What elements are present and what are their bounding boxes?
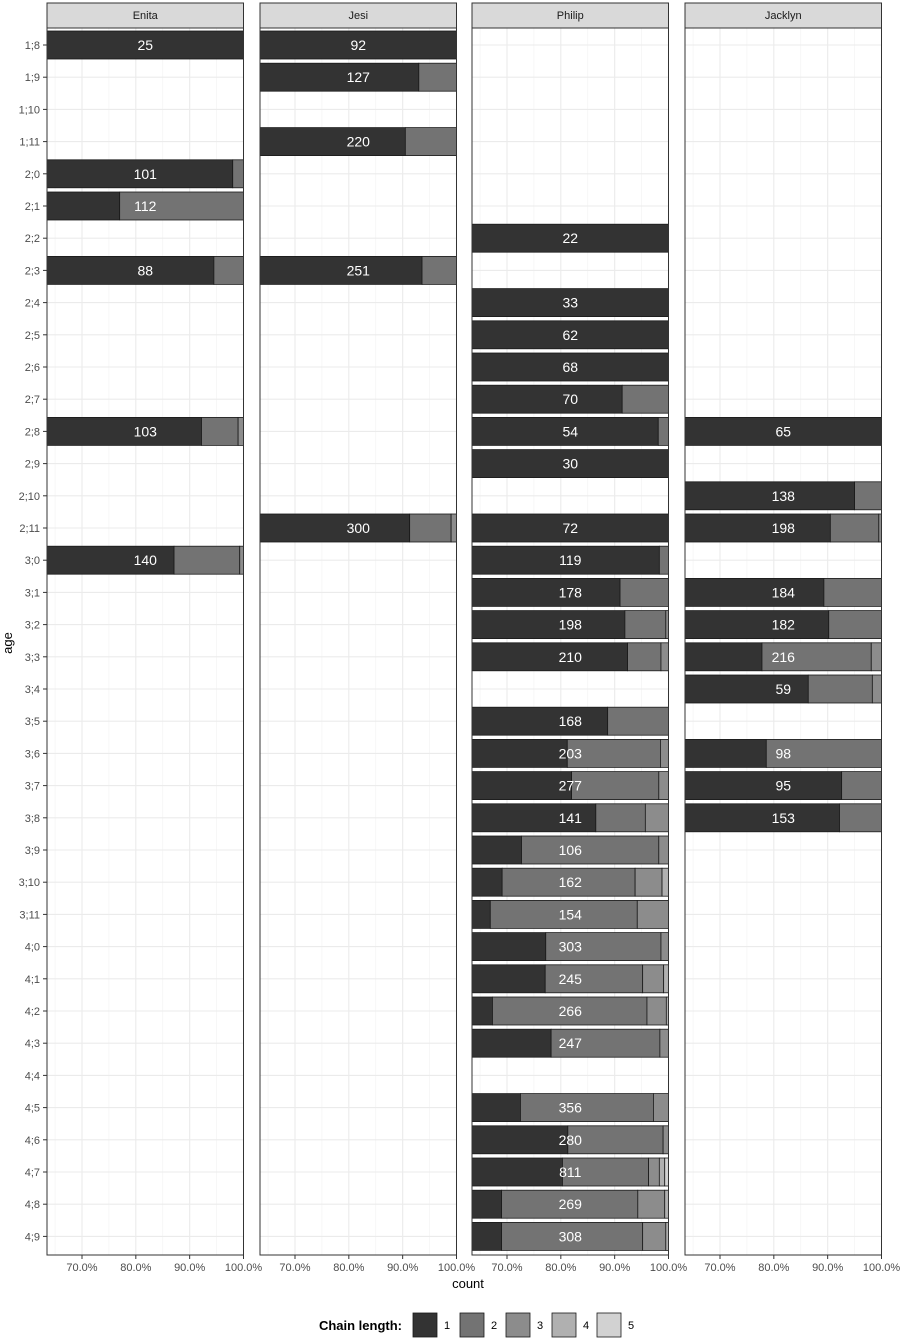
bar-count-label: 168 xyxy=(558,713,582,730)
bar-2-0 xyxy=(47,160,244,188)
bar-3-1 xyxy=(685,578,882,606)
bar-count-label: 106 xyxy=(558,842,582,858)
bar-count-label: 280 xyxy=(558,1131,582,1148)
y-tick-label: 3;9 xyxy=(24,845,40,857)
legend-item-3 xyxy=(506,1313,543,1337)
panel-jesi xyxy=(260,3,475,1274)
bar-3-10 xyxy=(472,868,669,896)
bar-3-0 xyxy=(472,546,669,574)
bar-segment-chain-2 xyxy=(596,804,646,832)
legend-title: Chain length: xyxy=(318,1318,402,1333)
bar-1-8 xyxy=(47,31,244,59)
bar-count-label: 54 xyxy=(562,423,579,440)
bar-segment-chain-3 xyxy=(660,739,668,767)
bar-segment-chain-3 xyxy=(637,900,668,928)
bar-3-8 xyxy=(685,804,882,832)
bar-4-1 xyxy=(472,965,669,993)
y-tick-label: 2;4 xyxy=(24,297,40,310)
bar-count-label: 162 xyxy=(558,874,582,891)
bar-segment-chain-2 xyxy=(808,675,872,703)
y-axis-title: age xyxy=(0,632,15,654)
bar-segment-chain-2 xyxy=(214,256,244,284)
bar-segment-chain-2 xyxy=(659,546,668,574)
bar-segment-chain-1 xyxy=(472,643,628,671)
y-tick-label: 4;2 xyxy=(24,1006,40,1018)
bar-segment-chain-3 xyxy=(660,1029,669,1057)
bar-4-0 xyxy=(472,933,669,961)
bar-count-label: 65 xyxy=(775,423,792,440)
bar-segment-chain-1 xyxy=(472,1158,562,1186)
facet-strip-label: Enita xyxy=(132,10,158,22)
bar-segment-chain-3 xyxy=(643,965,664,993)
bar-count-label: 184 xyxy=(771,584,795,601)
bar-count-label: 68 xyxy=(562,359,579,375)
bar-segment-chain-1 xyxy=(685,643,762,671)
facet-strip-label: Philip xyxy=(556,10,584,22)
x-tick-label: 80.0% xyxy=(333,1262,365,1274)
legend-label: 5 xyxy=(628,1320,635,1332)
facet-strip-label: Jacklyn xyxy=(764,10,802,22)
legend-label: 4 xyxy=(583,1320,590,1332)
bar-count-label: 25 xyxy=(137,37,154,53)
bar-4-9 xyxy=(472,1222,669,1250)
bar-3-7 xyxy=(685,772,882,800)
bar-1-8 xyxy=(260,31,457,59)
bar-count-label: 245 xyxy=(558,970,582,987)
y-tick-label: 3;10 xyxy=(18,877,40,890)
bar-segment-chain-4 xyxy=(659,1158,664,1186)
bar-segment-chain-5 xyxy=(665,1158,669,1186)
panel-enita xyxy=(47,3,262,1274)
bar-2-8 xyxy=(685,417,882,445)
legend xyxy=(319,1313,634,1337)
bar-segment-chain-3 xyxy=(661,643,669,671)
y-tick-label: 2;11 xyxy=(19,523,40,535)
bar-count-label: 101 xyxy=(133,165,157,182)
x-tick-label: 90.0% xyxy=(174,1262,206,1274)
y-tick-label: 4;9 xyxy=(24,1231,40,1244)
bar-segment-chain-1 xyxy=(260,128,405,156)
bar-count-label: 356 xyxy=(558,1099,582,1116)
x-tick-label: 80.0% xyxy=(758,1262,790,1274)
bar-3-6 xyxy=(685,739,882,767)
y-tick-label: 4;7 xyxy=(24,1167,40,1179)
legend-swatch xyxy=(597,1313,621,1337)
bar-2-6 xyxy=(472,353,669,381)
bar-count-label: 70 xyxy=(562,391,579,408)
y-tick-label: 3;7 xyxy=(24,780,40,793)
bar-count-label: 220 xyxy=(346,133,370,150)
x-tick-label: 90.0% xyxy=(812,1262,844,1274)
bar-2-11 xyxy=(472,514,669,542)
bar-2-3 xyxy=(47,256,244,284)
bar-segment-chain-3 xyxy=(872,675,881,703)
legend-swatch xyxy=(552,1313,576,1337)
bar-segment-chain-2 xyxy=(855,482,882,510)
bar-count-label: 98 xyxy=(775,745,792,762)
bar-4-7 xyxy=(472,1158,669,1186)
bar-2-4 xyxy=(472,289,669,317)
bar-3-1 xyxy=(472,578,669,606)
bar-segment-chain-2 xyxy=(824,578,882,606)
bar-2-8 xyxy=(472,417,669,445)
bar-count-label: 119 xyxy=(559,552,582,569)
bar-segment-chain-3 xyxy=(645,804,668,832)
bar-3-5 xyxy=(472,707,669,735)
bar-segment-chain-2 xyxy=(622,385,668,413)
bar-count-label: 203 xyxy=(558,745,582,762)
bar-segment-chain-1 xyxy=(472,836,522,864)
bar-segment-chain-2 xyxy=(572,772,659,800)
bar-segment-chain-1 xyxy=(472,772,572,800)
legend-item-4 xyxy=(552,1313,589,1337)
bar-segment-chain-1 xyxy=(472,385,622,413)
y-tick-label: 3;11 xyxy=(19,909,40,922)
bar-segment-chain-1 xyxy=(472,1222,502,1250)
bar-segment-chain-1 xyxy=(685,804,840,832)
x-tick-label: 100.0% xyxy=(649,1262,688,1274)
bar-count-label: 198 xyxy=(771,520,795,536)
bar-segment-chain-3 xyxy=(653,1094,668,1122)
facet-strip-label: Jesi xyxy=(348,10,369,22)
legend-swatch xyxy=(460,1313,484,1337)
bar-count-label: 72 xyxy=(562,520,579,536)
y-axis xyxy=(19,40,47,1243)
bar-segment-chain-4 xyxy=(664,965,669,993)
bar-4-3 xyxy=(472,1029,669,1057)
bar-2-2 xyxy=(472,224,669,252)
y-tick-label: 4;4 xyxy=(24,1070,40,1083)
bar-segment-chain-2 xyxy=(842,772,882,800)
bar-count-label: 277 xyxy=(558,777,582,794)
x-tick-label: 80.0% xyxy=(120,1262,152,1274)
bar-count-label: 103 xyxy=(133,423,157,440)
bar-segment-chain-2 xyxy=(829,611,882,639)
legend-label: 1 xyxy=(444,1320,451,1332)
y-tick-label: 4;6 xyxy=(24,1134,40,1147)
y-tick-label: 2;2 xyxy=(24,233,40,246)
bar-3-7 xyxy=(472,772,669,800)
bar-segment-chain-1 xyxy=(47,256,214,284)
bar-segment-chain-2 xyxy=(233,160,244,188)
y-tick-label: 3;1 xyxy=(24,587,40,600)
bar-segment-chain-3 xyxy=(638,1190,665,1218)
bar-3-2 xyxy=(472,611,669,639)
panel-background xyxy=(685,28,882,1255)
bar-segment-chain-1 xyxy=(472,900,490,928)
bar-3-4 xyxy=(685,675,882,703)
bar-segment-chain-2 xyxy=(658,417,668,445)
bar-2-11 xyxy=(260,514,457,542)
bar-segment-chain-3 xyxy=(659,836,669,864)
y-tick-label: 1;11 xyxy=(19,136,40,149)
bar-segment-chain-2 xyxy=(419,63,457,91)
x-tick-label: 100.0% xyxy=(862,1262,901,1274)
bar-1-11 xyxy=(260,128,457,156)
bar-count-label: 266 xyxy=(558,1003,582,1019)
bar-segment-chain-3 xyxy=(647,997,666,1025)
y-tick-label: 2;5 xyxy=(24,329,40,342)
bar-4-2 xyxy=(472,997,669,1025)
panel-background xyxy=(472,28,669,1255)
bar-3-11 xyxy=(472,900,669,928)
bar-count-label: 140 xyxy=(133,552,157,569)
bar-count-label: 269 xyxy=(558,1196,582,1213)
bar-segment-chain-2 xyxy=(608,707,669,735)
bar-segment-chain-1 xyxy=(260,514,410,542)
y-tick-label: 2;10 xyxy=(18,490,40,503)
bar-count-label: 33 xyxy=(562,294,579,311)
bar-count-label: 22 xyxy=(562,230,579,247)
bar-3-0 xyxy=(47,546,244,574)
bar-count-label: 95 xyxy=(775,777,792,794)
x-tick-label: 70.0% xyxy=(66,1262,98,1274)
legend-item-1 xyxy=(413,1313,450,1337)
bar-segment-chain-2 xyxy=(628,643,661,671)
y-tick-label: 3;3 xyxy=(24,651,40,664)
bar-count-label: 811 xyxy=(559,1164,582,1180)
bar-segment-chain-2 xyxy=(625,611,666,639)
bar-2-5 xyxy=(472,321,669,349)
bar-segment-chain-2 xyxy=(174,546,240,574)
panel-jacklyn xyxy=(685,3,900,1274)
bar-count-label: 216 xyxy=(771,648,795,665)
bar-segment-chain-1 xyxy=(472,868,502,896)
bar-count-label: 182 xyxy=(771,616,795,633)
bar-count-label: 62 xyxy=(562,326,579,343)
bar-segment-chain-2 xyxy=(422,256,456,284)
bar-3-6 xyxy=(472,739,669,767)
bar-segment-chain-3 xyxy=(871,643,881,671)
bar-2-3 xyxy=(260,256,457,284)
y-tick-label: 1;10 xyxy=(18,104,40,117)
bar-segment-chain-1 xyxy=(47,192,120,220)
bar-segment-chain-3 xyxy=(643,1222,666,1250)
y-tick-label: 2;9 xyxy=(24,458,40,471)
bar-count-label: 303 xyxy=(558,938,582,955)
bar-segment-chain-1 xyxy=(260,63,419,91)
legend-label: 3 xyxy=(537,1320,544,1332)
y-tick-label: 2;1 xyxy=(24,201,40,213)
x-tick-label: 90.0% xyxy=(387,1262,419,1274)
bar-segment-chain-1 xyxy=(472,739,567,767)
x-tick-label: 80.0% xyxy=(545,1262,577,1274)
bar-segment-chain-2 xyxy=(520,1094,653,1122)
bar-3-3 xyxy=(472,643,669,671)
bar-segment-chain-3 xyxy=(659,772,669,800)
bar-segment-chain-3 xyxy=(240,546,244,574)
bar-segment-chain-1 xyxy=(472,707,608,735)
bar-segment-chain-1 xyxy=(47,417,202,445)
bar-segment-chain-3 xyxy=(238,417,243,445)
bar-count-label: 178 xyxy=(558,584,582,601)
bar-segment-chain-4 xyxy=(662,868,668,896)
y-tick-label: 2;0 xyxy=(24,168,40,181)
bar-count-label: 141 xyxy=(558,809,582,826)
bar-segment-chain-1 xyxy=(472,997,492,1025)
y-tick-label: 1;9 xyxy=(24,72,40,85)
bar-count-label: 138 xyxy=(771,487,795,504)
y-tick-label: 3;2 xyxy=(24,619,40,632)
y-tick-label: 4;0 xyxy=(24,941,40,954)
y-tick-label: 1;8 xyxy=(24,40,40,52)
bar-segment-chain-1 xyxy=(685,739,766,767)
bar-segment-chain-1 xyxy=(685,514,830,542)
x-tick-label: 90.0% xyxy=(599,1262,631,1274)
bar-segment-chain-1 xyxy=(472,933,546,961)
x-tick-label: 100.0% xyxy=(224,1262,263,1274)
y-tick-label: 2;3 xyxy=(24,265,40,278)
bar-2-7 xyxy=(472,385,669,413)
bar-2-10 xyxy=(685,482,882,510)
bar-count-label: 154 xyxy=(558,906,582,923)
x-axis-title: count xyxy=(452,1276,484,1291)
bar-segment-chain-1 xyxy=(685,611,829,639)
bar-count-label: 308 xyxy=(558,1228,582,1245)
panels-layer xyxy=(47,3,900,1274)
bar-segment-chain-1 xyxy=(472,1029,551,1057)
bar-count-label: 300 xyxy=(346,520,370,536)
bar-2-1 xyxy=(47,192,244,220)
bar-count-label: 247 xyxy=(558,1035,582,1052)
bar-4-6 xyxy=(472,1126,669,1154)
bar-segment-chain-3 xyxy=(661,933,669,961)
bar-segment-chain-1 xyxy=(472,1126,568,1154)
legend-item-2 xyxy=(460,1313,497,1337)
bar-count-label: 59 xyxy=(775,681,792,697)
bar-4-5 xyxy=(472,1094,669,1122)
bar-3-9 xyxy=(472,836,669,864)
y-tick-label: 3;0 xyxy=(24,555,40,568)
bar-segment-chain-3 xyxy=(649,1158,660,1186)
y-tick-label: 3;6 xyxy=(24,748,40,761)
legend-item-5 xyxy=(597,1313,634,1337)
bar-count-label: 210 xyxy=(558,648,582,665)
bar-count-label: 153 xyxy=(771,809,795,826)
y-tick-label: 3;4 xyxy=(24,684,40,696)
bar-segment-chain-2 xyxy=(840,804,882,832)
bar-segment-chain-3 xyxy=(635,868,662,896)
panel-philip xyxy=(472,3,687,1274)
bar-4-8 xyxy=(472,1190,669,1218)
bar-segment-chain-2 xyxy=(405,128,456,156)
y-tick-label: 2;7 xyxy=(24,394,40,407)
bar-segment-chain-2 xyxy=(202,417,239,445)
bar-segment-chain-3 xyxy=(663,1126,668,1154)
bar-2-11 xyxy=(685,514,882,542)
bar-1-9 xyxy=(260,63,457,91)
panel-background xyxy=(260,28,457,1255)
bar-2-8 xyxy=(47,417,244,445)
bar-segment-chain-2 xyxy=(522,836,659,864)
bar-3-2 xyxy=(685,611,882,639)
bar-segment-chain-1 xyxy=(685,482,855,510)
bar-count-label: 198 xyxy=(558,616,582,633)
x-tick-label: 100.0% xyxy=(437,1262,476,1274)
bar-count-label: 112 xyxy=(134,198,157,214)
x-tick-label: 70.0% xyxy=(704,1262,736,1274)
y-tick-label: 4;8 xyxy=(24,1199,40,1212)
x-tick-label: 70.0% xyxy=(491,1262,523,1274)
bar-count-label: 127 xyxy=(346,69,370,86)
bar-segment-chain-2 xyxy=(620,578,668,606)
bar-segment-chain-1 xyxy=(685,772,842,800)
legend-label: 2 xyxy=(491,1320,498,1332)
bar-segment-chain-4 xyxy=(665,1190,669,1218)
bar-segment-chain-1 xyxy=(472,1190,502,1218)
bar-segment-chain-1 xyxy=(472,611,625,639)
bar-segment-chain-1 xyxy=(260,256,422,284)
bar-count-label: 88 xyxy=(137,262,154,279)
legend-swatch xyxy=(413,1313,437,1337)
bar-segment-chain-2 xyxy=(830,514,878,542)
bar-3-3 xyxy=(685,643,882,671)
x-tick-label: 70.0% xyxy=(279,1262,311,1274)
bar-segment-chain-2 xyxy=(568,1126,663,1154)
bar-segment-chain-3 xyxy=(451,514,456,542)
y-tick-label: 4;5 xyxy=(24,1102,40,1115)
legend-swatch xyxy=(506,1313,530,1337)
y-tick-label: 4;1 xyxy=(24,973,40,986)
bar-count-label: 30 xyxy=(562,455,579,472)
bar-2-9 xyxy=(472,450,669,478)
bar-segment-chain-1 xyxy=(472,578,620,606)
bar-segment-chain-1 xyxy=(472,965,545,993)
y-tick-label: 2;8 xyxy=(24,426,40,439)
bar-segment-chain-1 xyxy=(685,578,824,606)
y-tick-label: 3;8 xyxy=(24,812,40,825)
bar-count-label: 251 xyxy=(346,262,370,279)
bar-segment-chain-1 xyxy=(472,1094,520,1122)
y-tick-label: 3;5 xyxy=(24,716,40,729)
bar-count-label: 92 xyxy=(350,37,367,53)
bar-3-8 xyxy=(472,804,669,832)
bar-segment-chain-2 xyxy=(410,514,451,542)
y-tick-label: 4;3 xyxy=(24,1038,40,1051)
y-tick-label: 2;6 xyxy=(24,362,40,374)
